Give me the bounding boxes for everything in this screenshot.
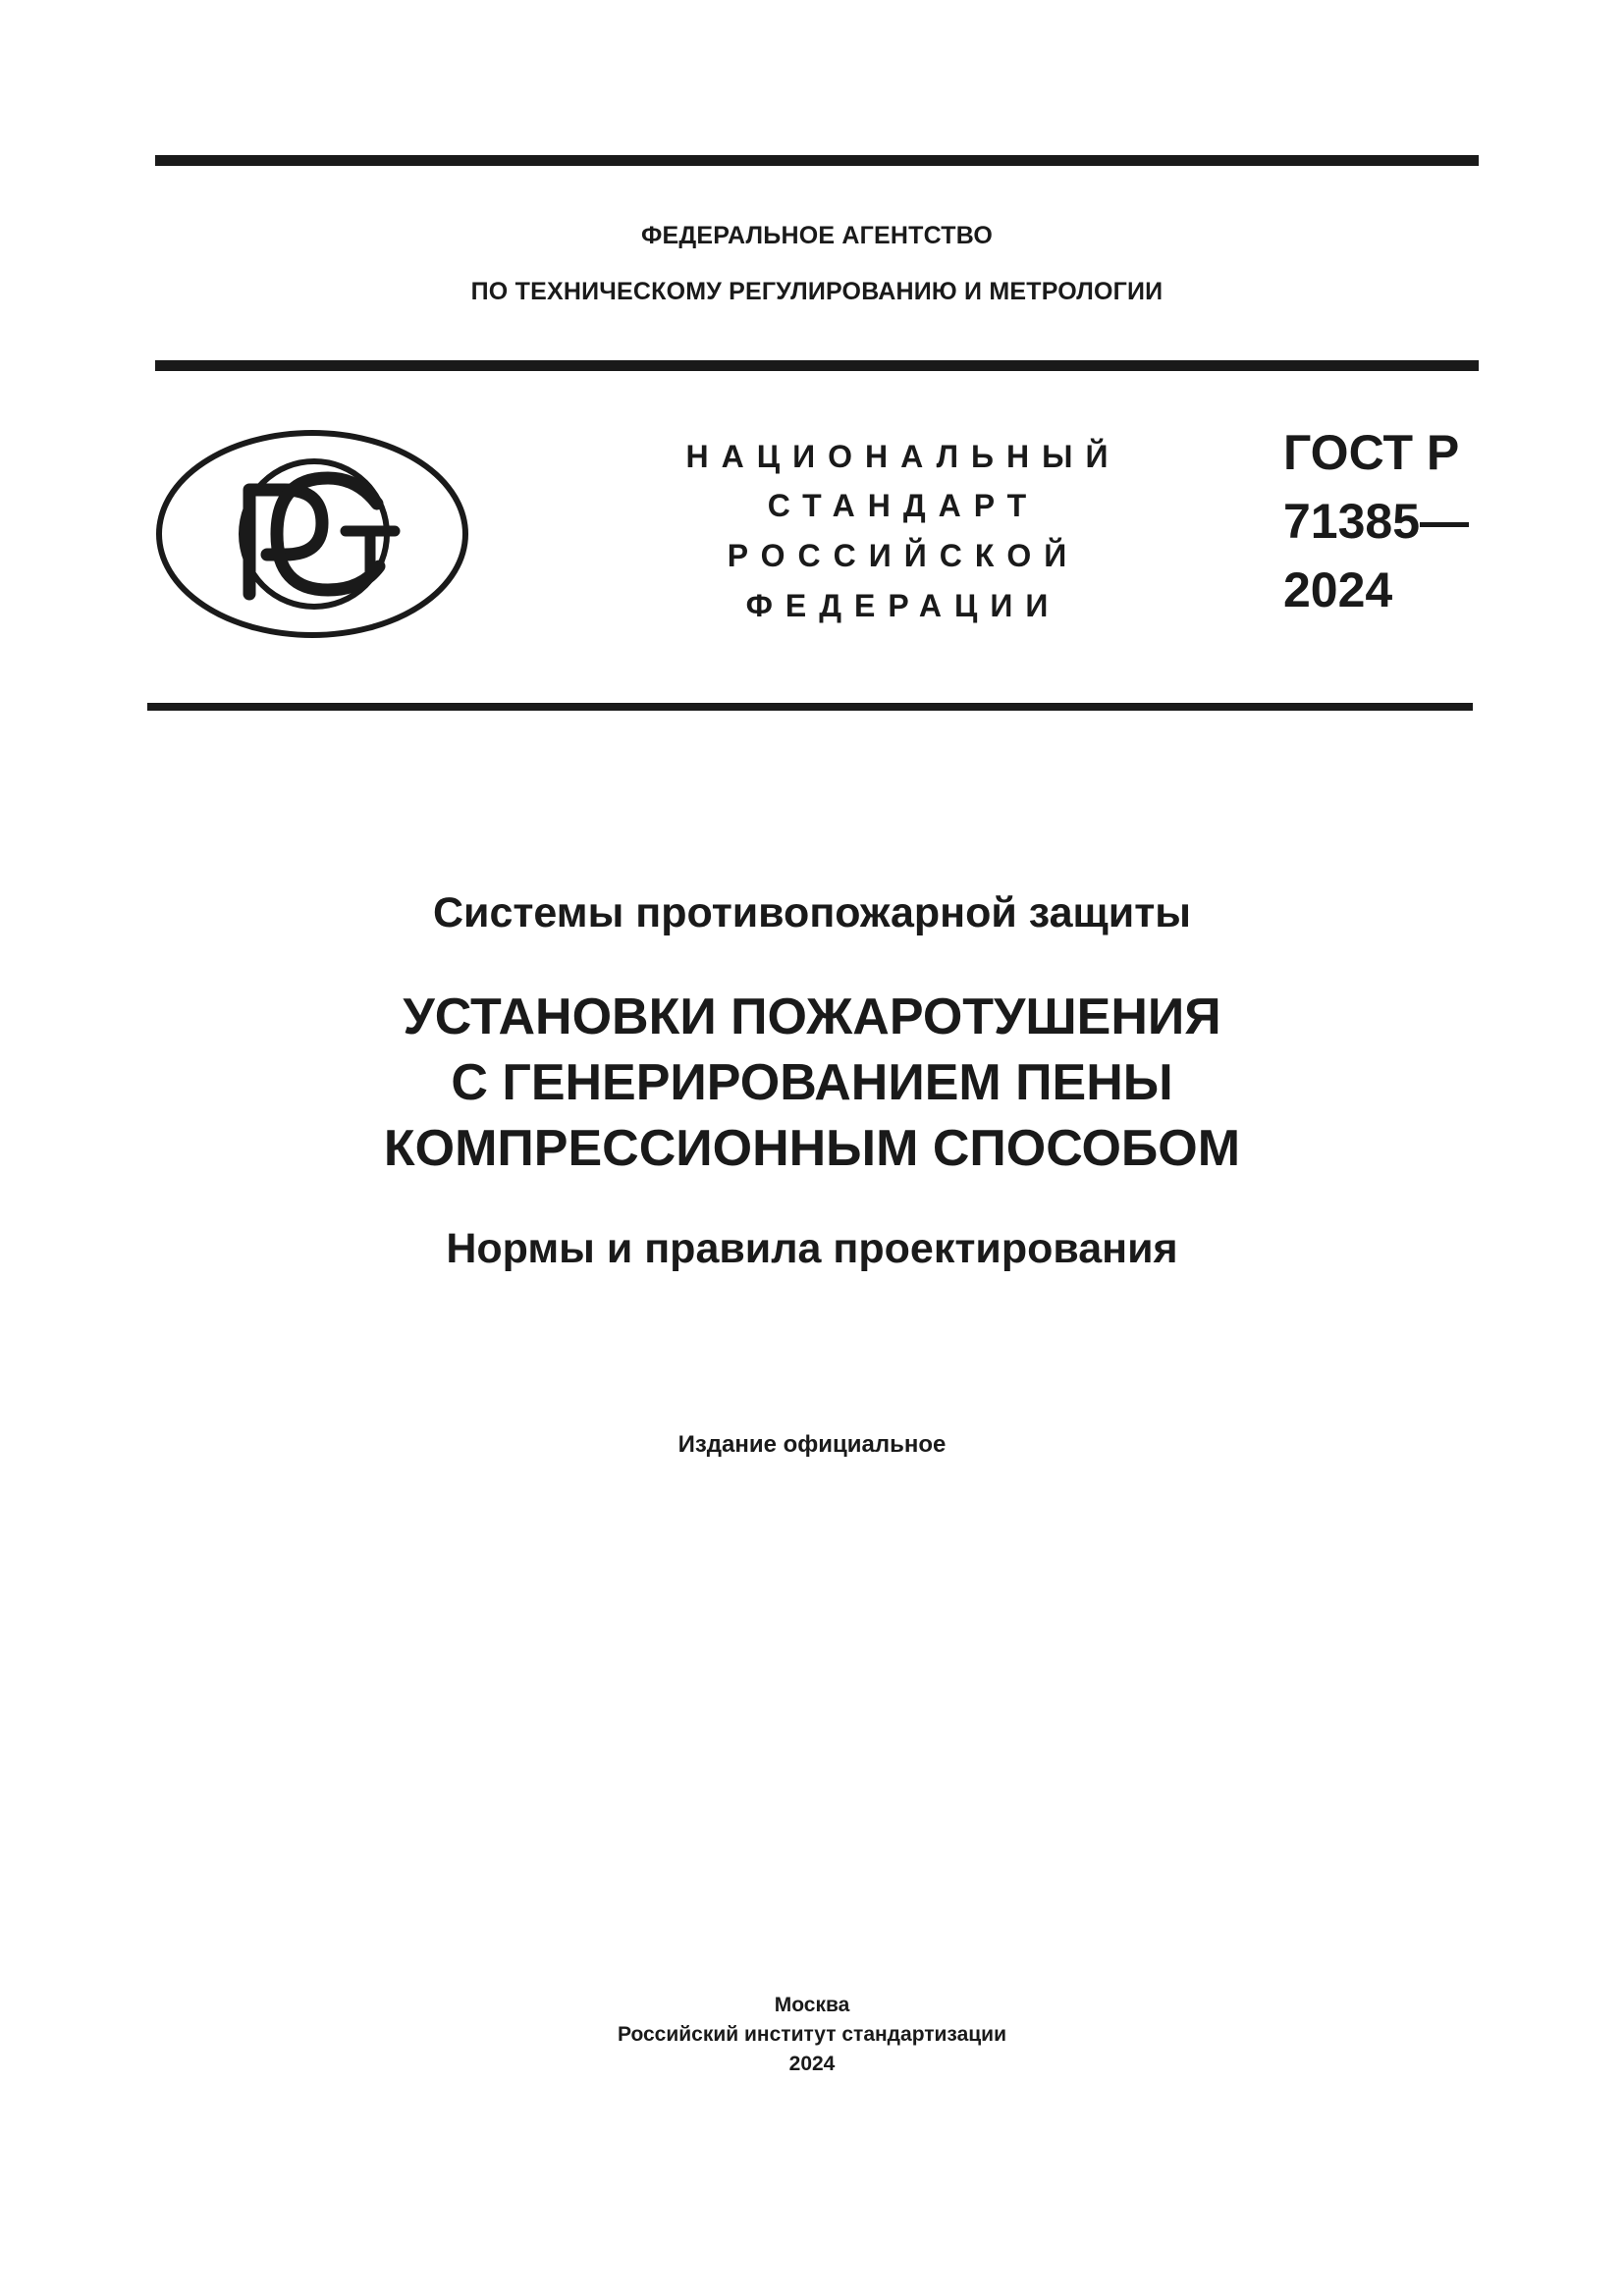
standard-designation-line-1: ГОСТ Р [1283, 425, 1460, 480]
imprint-year: 2024 [788, 2053, 836, 2075]
national-standard-line-1: НАЦИОНАЛЬНЫЙ [685, 439, 1121, 474]
edition-label: Издание официальное [677, 1431, 947, 1458]
imprint-city: Москва [774, 1994, 850, 2016]
national-standard-line-2: СТАНДАРТ [767, 488, 1040, 523]
agency-name-line-2: ПО ТЕХНИЧЕСКОМУ РЕГУЛИРОВАНИЮ И МЕТРОЛОГИИ [470, 278, 1164, 305]
middle-rule [155, 360, 1479, 371]
main-title-line-3: КОМПРЕССИОННЫМ СПОСОБОМ [383, 1120, 1241, 1177]
imprint-publisher: Российский институт стандартизации [617, 2023, 1007, 2046]
system-title: Системы противопожарной защиты [432, 889, 1192, 936]
national-standard-line-4: ФЕДЕРАЦИИ [745, 588, 1061, 623]
subtitle: Нормы и правила проектирования [446, 1225, 1178, 1272]
main-title-line-2: С ГЕНЕРИРОВАНИЕМ ПЕНЫ [451, 1054, 1173, 1111]
standard-designation-year: 2024 [1283, 562, 1393, 617]
agency-name-line-1: ФЕДЕРАЛЬНОЕ АГЕНТСТВО [641, 222, 993, 249]
top-rule [155, 155, 1479, 166]
standard-designation-line-2: 71385— [1283, 494, 1470, 549]
national-standard-line-3: РОССИЙСКОЙ [727, 538, 1080, 573]
main-title-line-1: УСТАНОВКИ ПОЖАРОТУШЕНИЯ [403, 988, 1221, 1045]
rst-certification-mark-icon [155, 429, 469, 639]
lower-rule [147, 703, 1473, 711]
